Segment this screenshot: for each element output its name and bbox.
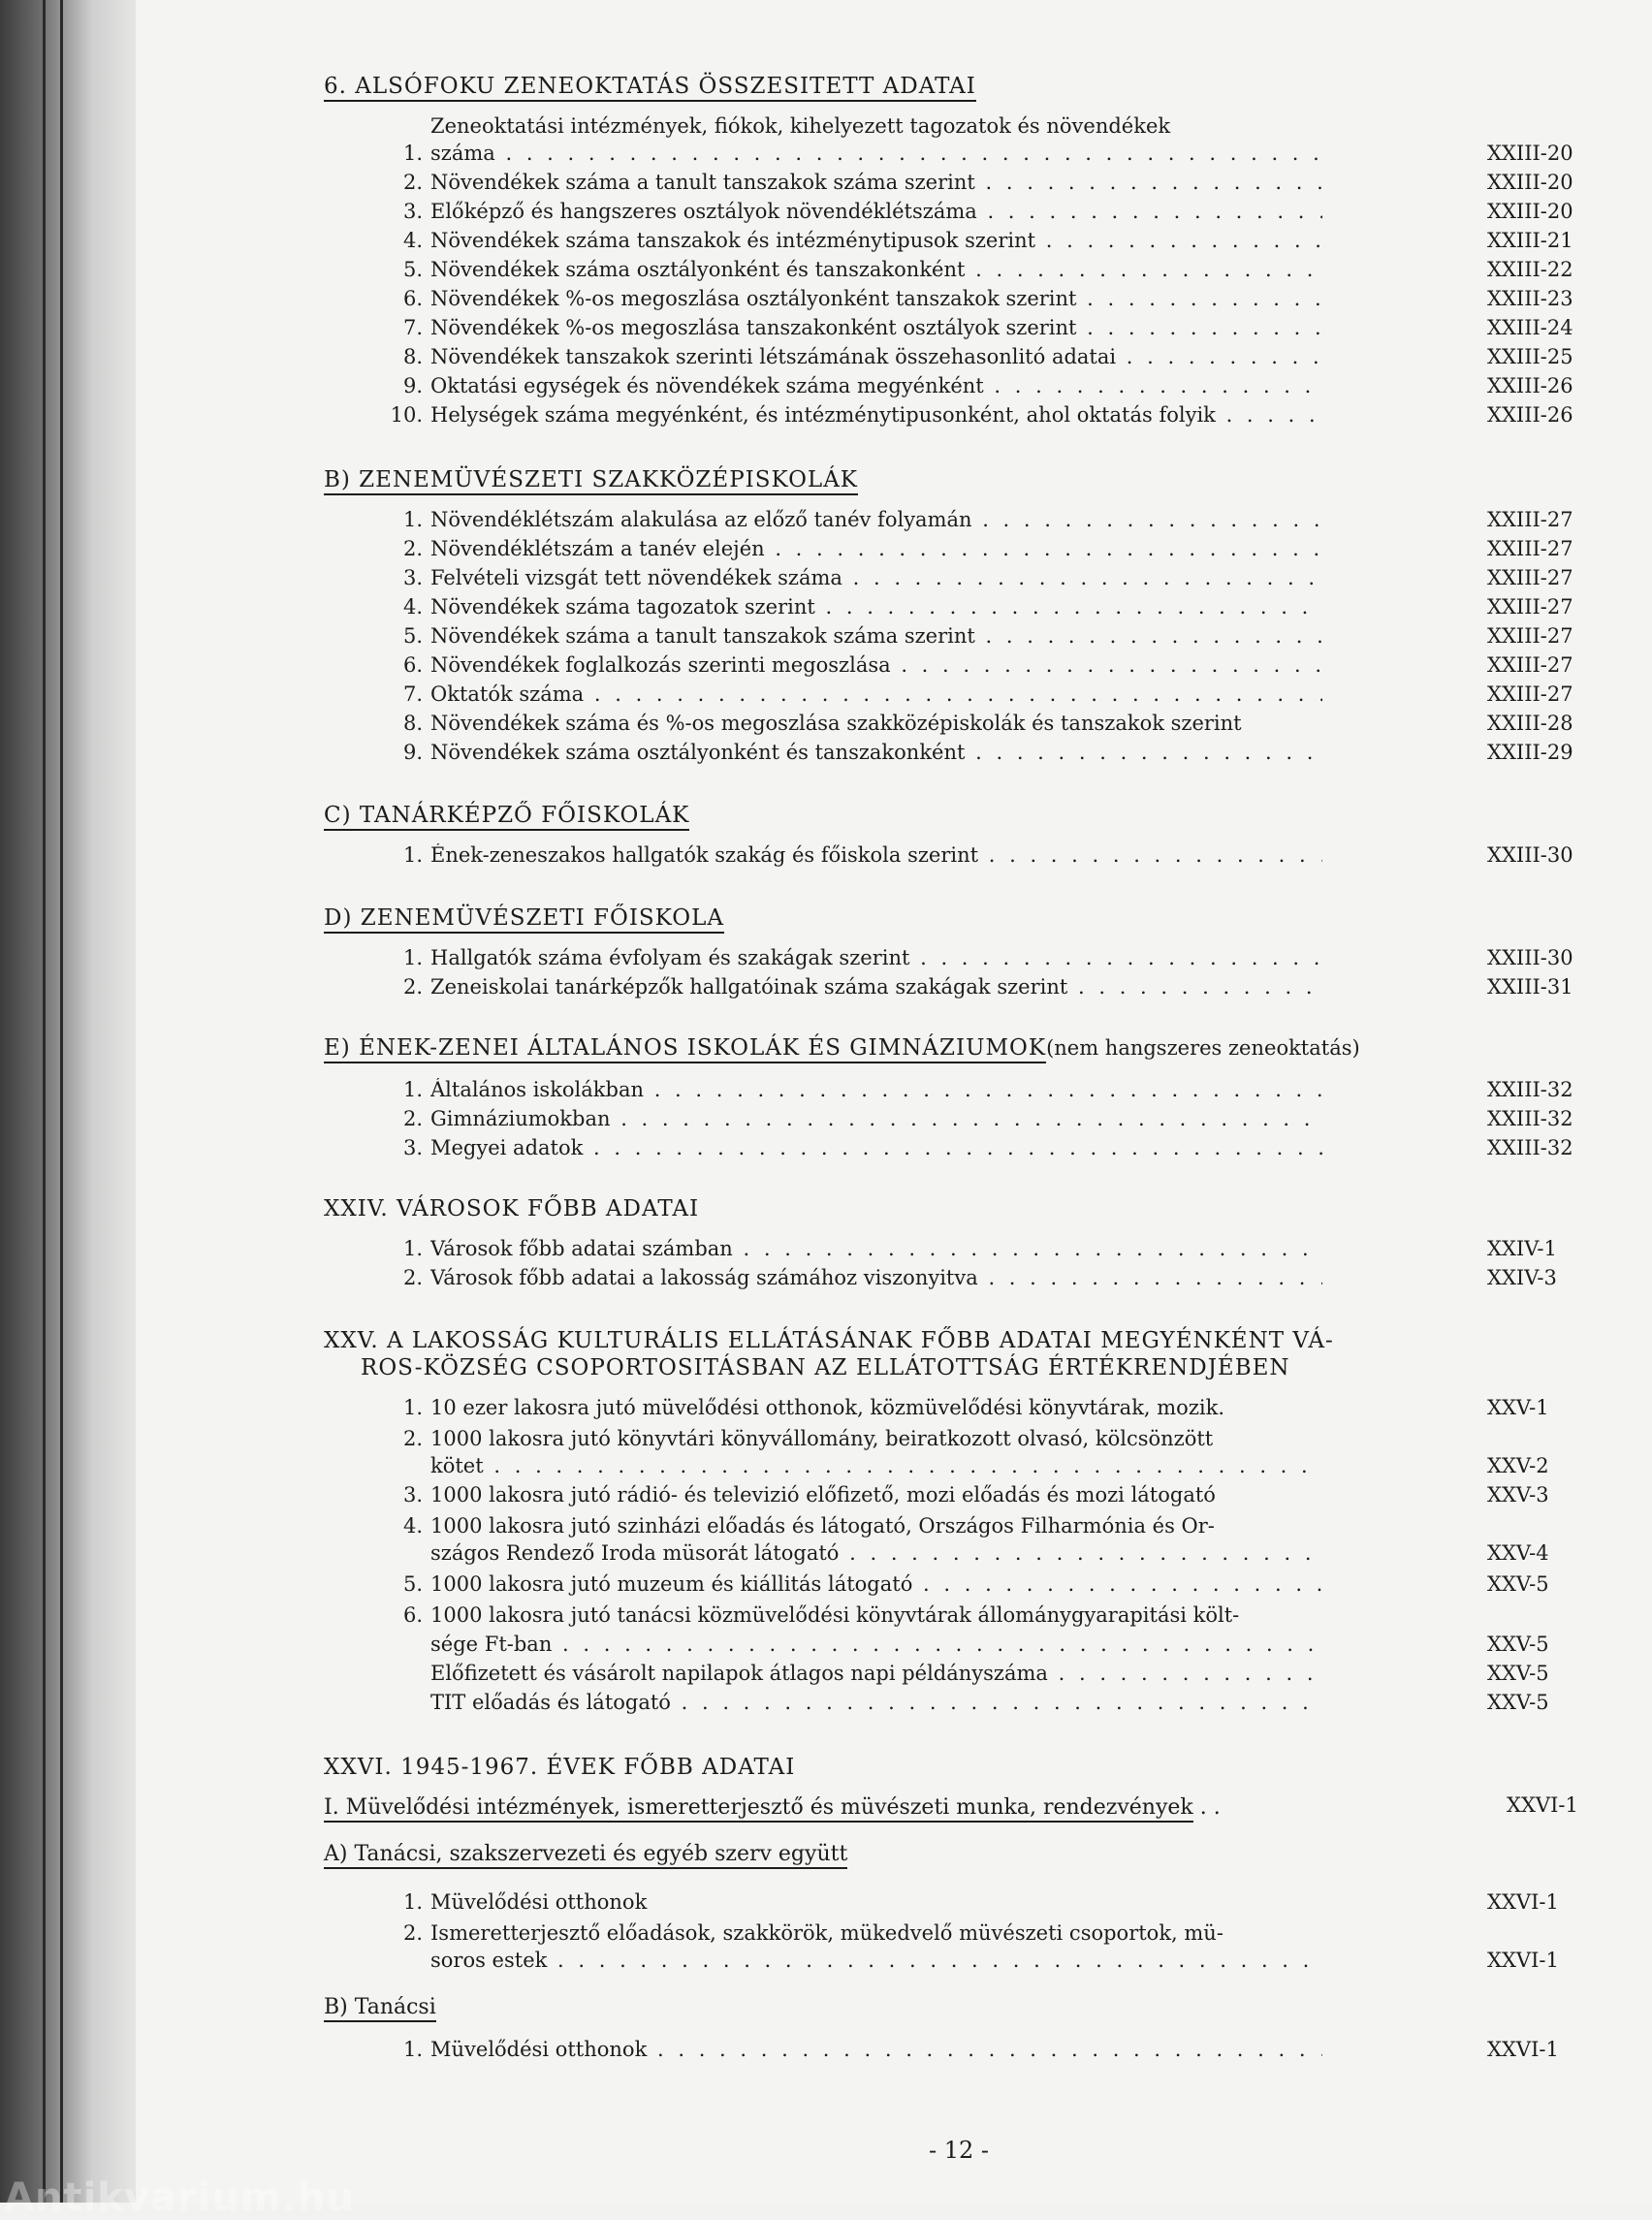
- toc-entry: 1. 10 ezer lakosra jutó müvelődési otthonok, közmüvelődési könyvtárak, mozik. XXV-1: [402, 1396, 1549, 1419]
- toc-entry: sége Ft-ban . . . XXV-5: [388, 1633, 1357, 1662]
- binding-line: [43, 0, 46, 2203]
- toc-entry: Előfizetett és vásárolt napilapok átlagos napi példányszáma . . . XXV-5: [388, 1662, 1357, 1691]
- subsection-heading: I. Müvelődési intézmények, ismeretterjesztő és müvészeti munka, rendezvények . .: [324, 1795, 1221, 1820]
- toc-entry: 2. Növendéklétszám a tanév elején . . . XXIII-27: [388, 537, 1357, 566]
- subsection-heading: B) Tanácsi: [324, 1995, 436, 2019]
- toc-entry: 1. Müvelődési otthonok XXVI-1: [402, 1890, 1559, 1914]
- toc-entry: 3. Felvételi vizsgát tett növendékek száma . . . XXIII-27: [388, 566, 1357, 595]
- entry-continuation-line: Zeneoktatási intézmények, fiókok, kihelyezett tagozatok és növendékek: [430, 114, 1171, 138]
- section-heading: 6. ALSÓFOKU ZENEOKTATÁS ÖSSZESITETT ADATAI: [324, 74, 976, 99]
- toc-entry: szágos Rendező Iroda müsorát látogató . . . XXV-4: [388, 1541, 1357, 1570]
- toc-entry: 9. Oktatási egységek és növendékek száma megyénként . . . XXIII-26: [388, 374, 1357, 403]
- toc-entry: 4. Növendékek száma tagozatok szerint . . . XXIII-27: [388, 595, 1357, 624]
- subsection-heading: A) Tanácsi, szakszervezeti és egyéb szerv együtt: [324, 1842, 847, 1866]
- toc-entry: kötet . . . XXV-2: [388, 1454, 1357, 1483]
- toc-entry: 6. Növendékek foglalkozás szerinti megoszlása . . . XXIII-27: [388, 653, 1357, 682]
- toc-entry: 5. 1000 lakosra jutó muzeum és kiállitás látogató . . . XXV-5: [388, 1572, 1357, 1602]
- entry-continuation-line: 4. 1000 lakosra jutó szinházi előadás és látogató, Országos Filharmónia és Or-: [402, 1514, 1215, 1538]
- toc-entry: 4. Növendékek száma tanszakok és intézménytipusok szerint . . . XXIII-21: [388, 229, 1357, 258]
- toc-entry: TIT előadás és látogató . . . XXV-5: [388, 1691, 1357, 1720]
- toc-entry: 10. Helységek száma megyénként, és intézménytipusonként, ahol oktatás folyik . . . XXIII-26: [388, 403, 1357, 432]
- entry-continuation-line: 6. 1000 lakosra jutó tanácsi közmüvelődési könyvtárak állománygyarapitási költ-: [402, 1603, 1240, 1627]
- toc-entry: 9. Növendékek száma osztályonként és tanszakonként . . . XXIII-29: [388, 741, 1357, 770]
- chapter-heading: XXIV. VÁROSOK FŐBB ADATAI: [324, 1196, 700, 1221]
- toc-entry: 1. Ének-zeneszakos hallgatók szakág és főiskola szerint . . . XXIII-30: [388, 843, 1357, 872]
- chapter-heading: XXV. A LAKOSSÁG KULTURÁLIS ELLÁTÁSÁNAK FŐBB ADATAI MEGYÉNKÉNT VÁ-: [324, 1328, 1334, 1353]
- toc-entry: 1. száma . . . XXIII-20: [388, 142, 1357, 171]
- toc-entry: 8. Növendékek száma és %-os megoszlása szakközépiskolák és tanszakok szerint XXIII-28: [402, 712, 1573, 735]
- toc-entry: 1. Városok főbb adatai számban . . . XXIV-1: [388, 1237, 1357, 1266]
- toc-entry: 1. Müvelődési otthonok . . . XXVI-1: [388, 2038, 1357, 2067]
- toc-entry: soros estek . . . XXVI-1: [388, 1949, 1357, 1978]
- section-heading: E) ÉNEK-ZENEI ÁLTALÁNOS ISKOLÁK ÉS GIMNÁZIUMOK(nem hangszeres zeneoktatás): [324, 1035, 1360, 1061]
- chapter-heading-continuation: ROS-KÖZSÉG CSOPORTOSITÁSBAN AZ ELLÁTOTTSÁG ÉRTÉKRENDJÉBEN: [361, 1355, 1290, 1380]
- page-number: - 12 -: [929, 2137, 990, 2164]
- section-heading: D) ZENEMÜVÉSZETI FŐISKOLA: [324, 905, 724, 931]
- toc-entry: 1. Növendéklétszám alakulása az előző tanév folyamán . . . XXIII-27: [388, 508, 1357, 537]
- toc-entry: 3. 1000 lakosra jutó rádió- és televizió előfizető, mozi előadás és mozi látogató XXV-3: [402, 1483, 1549, 1506]
- section-heading: C) TANÁRKÉPZŐ FŐISKOLÁK: [324, 803, 689, 828]
- toc-entry: 3. Megyei adatok . . . XXIII-32: [388, 1136, 1357, 1165]
- toc-entry: 5. Növendékek száma osztályonként és tanszakonként . . . XXIII-22: [388, 258, 1357, 287]
- toc-entry: 5. Növendékek száma a tanult tanszakok száma szerint . . . XXIII-27: [388, 624, 1357, 653]
- toc-entry: 2. Városok főbb adatai a lakosság számához viszonyitva . . . XXIV-3: [388, 1266, 1357, 1295]
- toc-entry: 2. Növendékek száma a tanult tanszakok száma szerint . . . XXIII-20: [388, 171, 1357, 200]
- entry-continuation-line: 2. 1000 lakosra jutó könyvtári könyvállomány, beiratkozott olvasó, kölcsönzött: [402, 1427, 1214, 1450]
- binding-line: [60, 0, 63, 2203]
- toc-entry: 7. Oktatók száma . . . XXIII-27: [388, 682, 1357, 712]
- entry-continuation-line: 2. Ismeretterjesztő előadások, szakkörök, mükedvelő müvészeti csoportok, mü-: [402, 1921, 1223, 1945]
- watermark: Antikvarium.hu: [4, 2175, 355, 2220]
- toc-entry: 2. Gimnáziumokban . . . XXIII-32: [388, 1107, 1357, 1136]
- toc-entry: 2. Zeneiskolai tanárképzők hallgatóinak száma szakágak szerint . . . XXIII-31: [388, 975, 1357, 1004]
- toc-entry: 6. Növendékek %-os megoszlása osztályonként tanszakok szerint . . . XXIII-23: [388, 287, 1357, 316]
- toc-entry: 7. Növendékek %-os megoszlása tanszakonként osztályok szerint . . . XXIII-24: [388, 316, 1357, 345]
- section-heading: B) ZENEMÜVÉSZETI SZAKKÖZÉPISKOLÁK: [324, 467, 858, 492]
- toc-entry: 1. Hallgatók száma évfolyam és szakágak szerint . . . XXIII-30: [388, 946, 1357, 975]
- chapter-heading: XXVI. 1945-1967. ÉVEK FŐBB ADATAI: [324, 1755, 796, 1780]
- toc-entry: 3. Előképző és hangszeres osztályok növendéklétszáma . . . XXIII-20: [388, 200, 1357, 229]
- scan-binding-edge: [0, 0, 136, 2203]
- subsection-page-ref: XXVI-1: [1507, 1793, 1578, 1817]
- toc-entry: 1. Általános iskolákban . . . XXIII-32: [388, 1078, 1357, 1107]
- toc-entry: 8. Növendékek tanszakok szerinti létszámának összehasonlitó adatai . . . XXIII-25: [388, 345, 1357, 374]
